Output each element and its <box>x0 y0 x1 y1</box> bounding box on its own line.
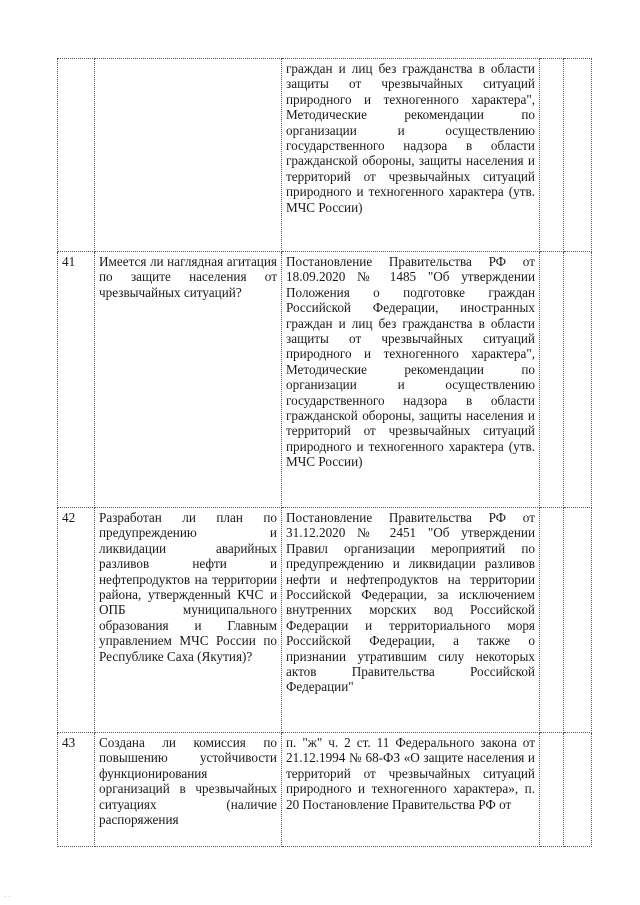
empty-cell-yes <box>540 59 564 252</box>
table-row <box>58 59 592 252</box>
empty-cell-yes <box>540 508 564 733</box>
row-number: 42 <box>58 508 95 733</box>
empty-cell-yes <box>540 733 564 847</box>
scan-speck: · · <box>4 893 11 901</box>
checklist-table <box>57 58 592 847</box>
empty-cell-no <box>564 59 592 252</box>
empty-cell-no <box>564 508 592 733</box>
row-number: 41 <box>58 252 95 508</box>
table-row <box>58 508 592 733</box>
row-question: Имеется ли наглядная агитация по защите населения от чрезвычайных ситуаций? <box>95 252 282 508</box>
row-question: Создана ли комиссия по повышению устойчивости функционирования организаций в чрезвычайных ситуациях (наличие распоряжения <box>95 733 282 847</box>
row-question <box>95 59 282 252</box>
table-row <box>58 733 592 847</box>
row-number: 43 <box>58 733 95 847</box>
row-question: Разработан ли план по предупреждению и ликвидации аварийных разливов нефти и нефтепродуктов на территории района, утвержденный КЧС и ОПБ муниципального образования и Главным управлением МЧС России по Республике Саха (Якутия)? <box>95 508 282 733</box>
row-reference: п. "ж" ч. 2 ст. 11 Федерального закона от 21.12.1994 № 68-ФЗ «О защите населения и территорий от чрезвычайных ситуаций природного и техногенного характера», п. 20 Постановление Правительства РФ от <box>282 733 540 847</box>
row-reference: Постановление Правительства РФ от 31.12.2020 № 2451 "Об утверждении Правил организации мероприятий по предупреждению и ликвидации разливов нефти и нефтепродуктов на территории Российской Федерации, за исключением внутренних морских вод Российской Федерации и территориального моря Российской Федерации, а также о признании утратившим силу некоторых актов Правительства Российской Федерации" <box>282 508 540 733</box>
empty-cell-yes <box>540 252 564 508</box>
empty-cell-no <box>564 252 592 508</box>
table-row <box>58 252 592 508</box>
row-reference: граждан и лиц без гражданства в области защиты от чрезвычайных ситуаций природного и техногенного характера", Методические рекомендации по организации и осуществлению государственного надзора в области гражданской обороны, защиты населения и территорий от чрезвычайных ситуаций природного и техногенного характера (утв. МЧС России) <box>282 59 540 252</box>
empty-cell-no <box>564 733 592 847</box>
row-reference: Постановление Правительства РФ от 18.09.2020 № 1485 "Об утверждении Положения о подготовке граждан Российской Федерации, иностранных граждан и лиц без гражданства в области защиты от чрезвычайных ситуаций природного и техногенного характера", Методические рекомендации по организации и осуществлению государственного надзора в области гражданской обороны, защиты населения и территорий от чрезвычайных ситуаций природного и техногенного характера (утв. МЧС России) <box>282 252 540 508</box>
row-number <box>58 59 95 252</box>
